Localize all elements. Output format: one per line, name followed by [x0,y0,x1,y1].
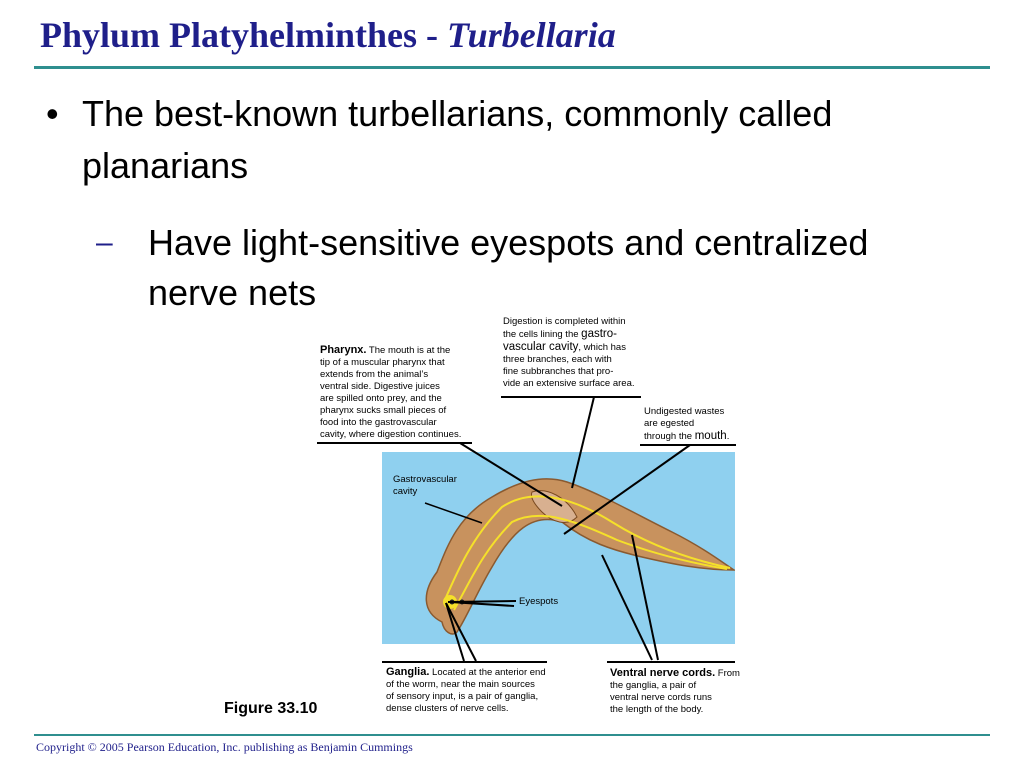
title-italic: Turbellaria [447,15,616,55]
bullet-dash: – [96,226,113,259]
ventral-label: Ventral nerve cords. From the ganglia, a pair of ventral nerve cords runs the length of the body. [610,667,740,715]
bullet-level2-text: Have light-sensitive eyespots and centralized nerve nets [148,222,869,313]
bullet-level1-text: The best-known turbellarians, commonly called planarians [82,93,833,186]
eyespots-label: Eyespots [519,596,559,607]
gastrovascular-label: Gastrovascular cavity [393,474,457,497]
planarian-figure [300,310,770,730]
slide-title [40,14,616,56]
pharynx-label: Pharynx. The mouth is at the tip of a muscular pharynx that extends from the animal’s ventral side. Digestive juices are spilled onto prey, and the pharynx sucks small pieces of food into the gastrovascular cavity, where digestion continues. [320,344,462,440]
title-divider [34,66,990,69]
digestion-label: Digestion is completed within the cells lining the gastro- vascular cavity, which has three branches, each with fine subbranches that pro- vide an extensive surface area. [503,316,635,389]
undigested-label: Undigested wastes are egested through the mouth. [644,406,730,442]
footer-divider [34,734,990,736]
leader-lines [300,310,770,730]
ganglia-label: Ganglia. Located at the anterior end of the worm, near the main sources of sensory input, is a pair of ganglia, dense clusters of nerve cells. [386,666,546,714]
bullet-dot: • [46,93,59,134]
figure-number: Figure 33.10 [224,700,318,717]
title-main: Phylum Platyhelminthes - [40,15,448,55]
copyright-text: Copyright © 2005 Pearson Education, Inc. publishing as Benjamin Cummings [36,740,413,754]
